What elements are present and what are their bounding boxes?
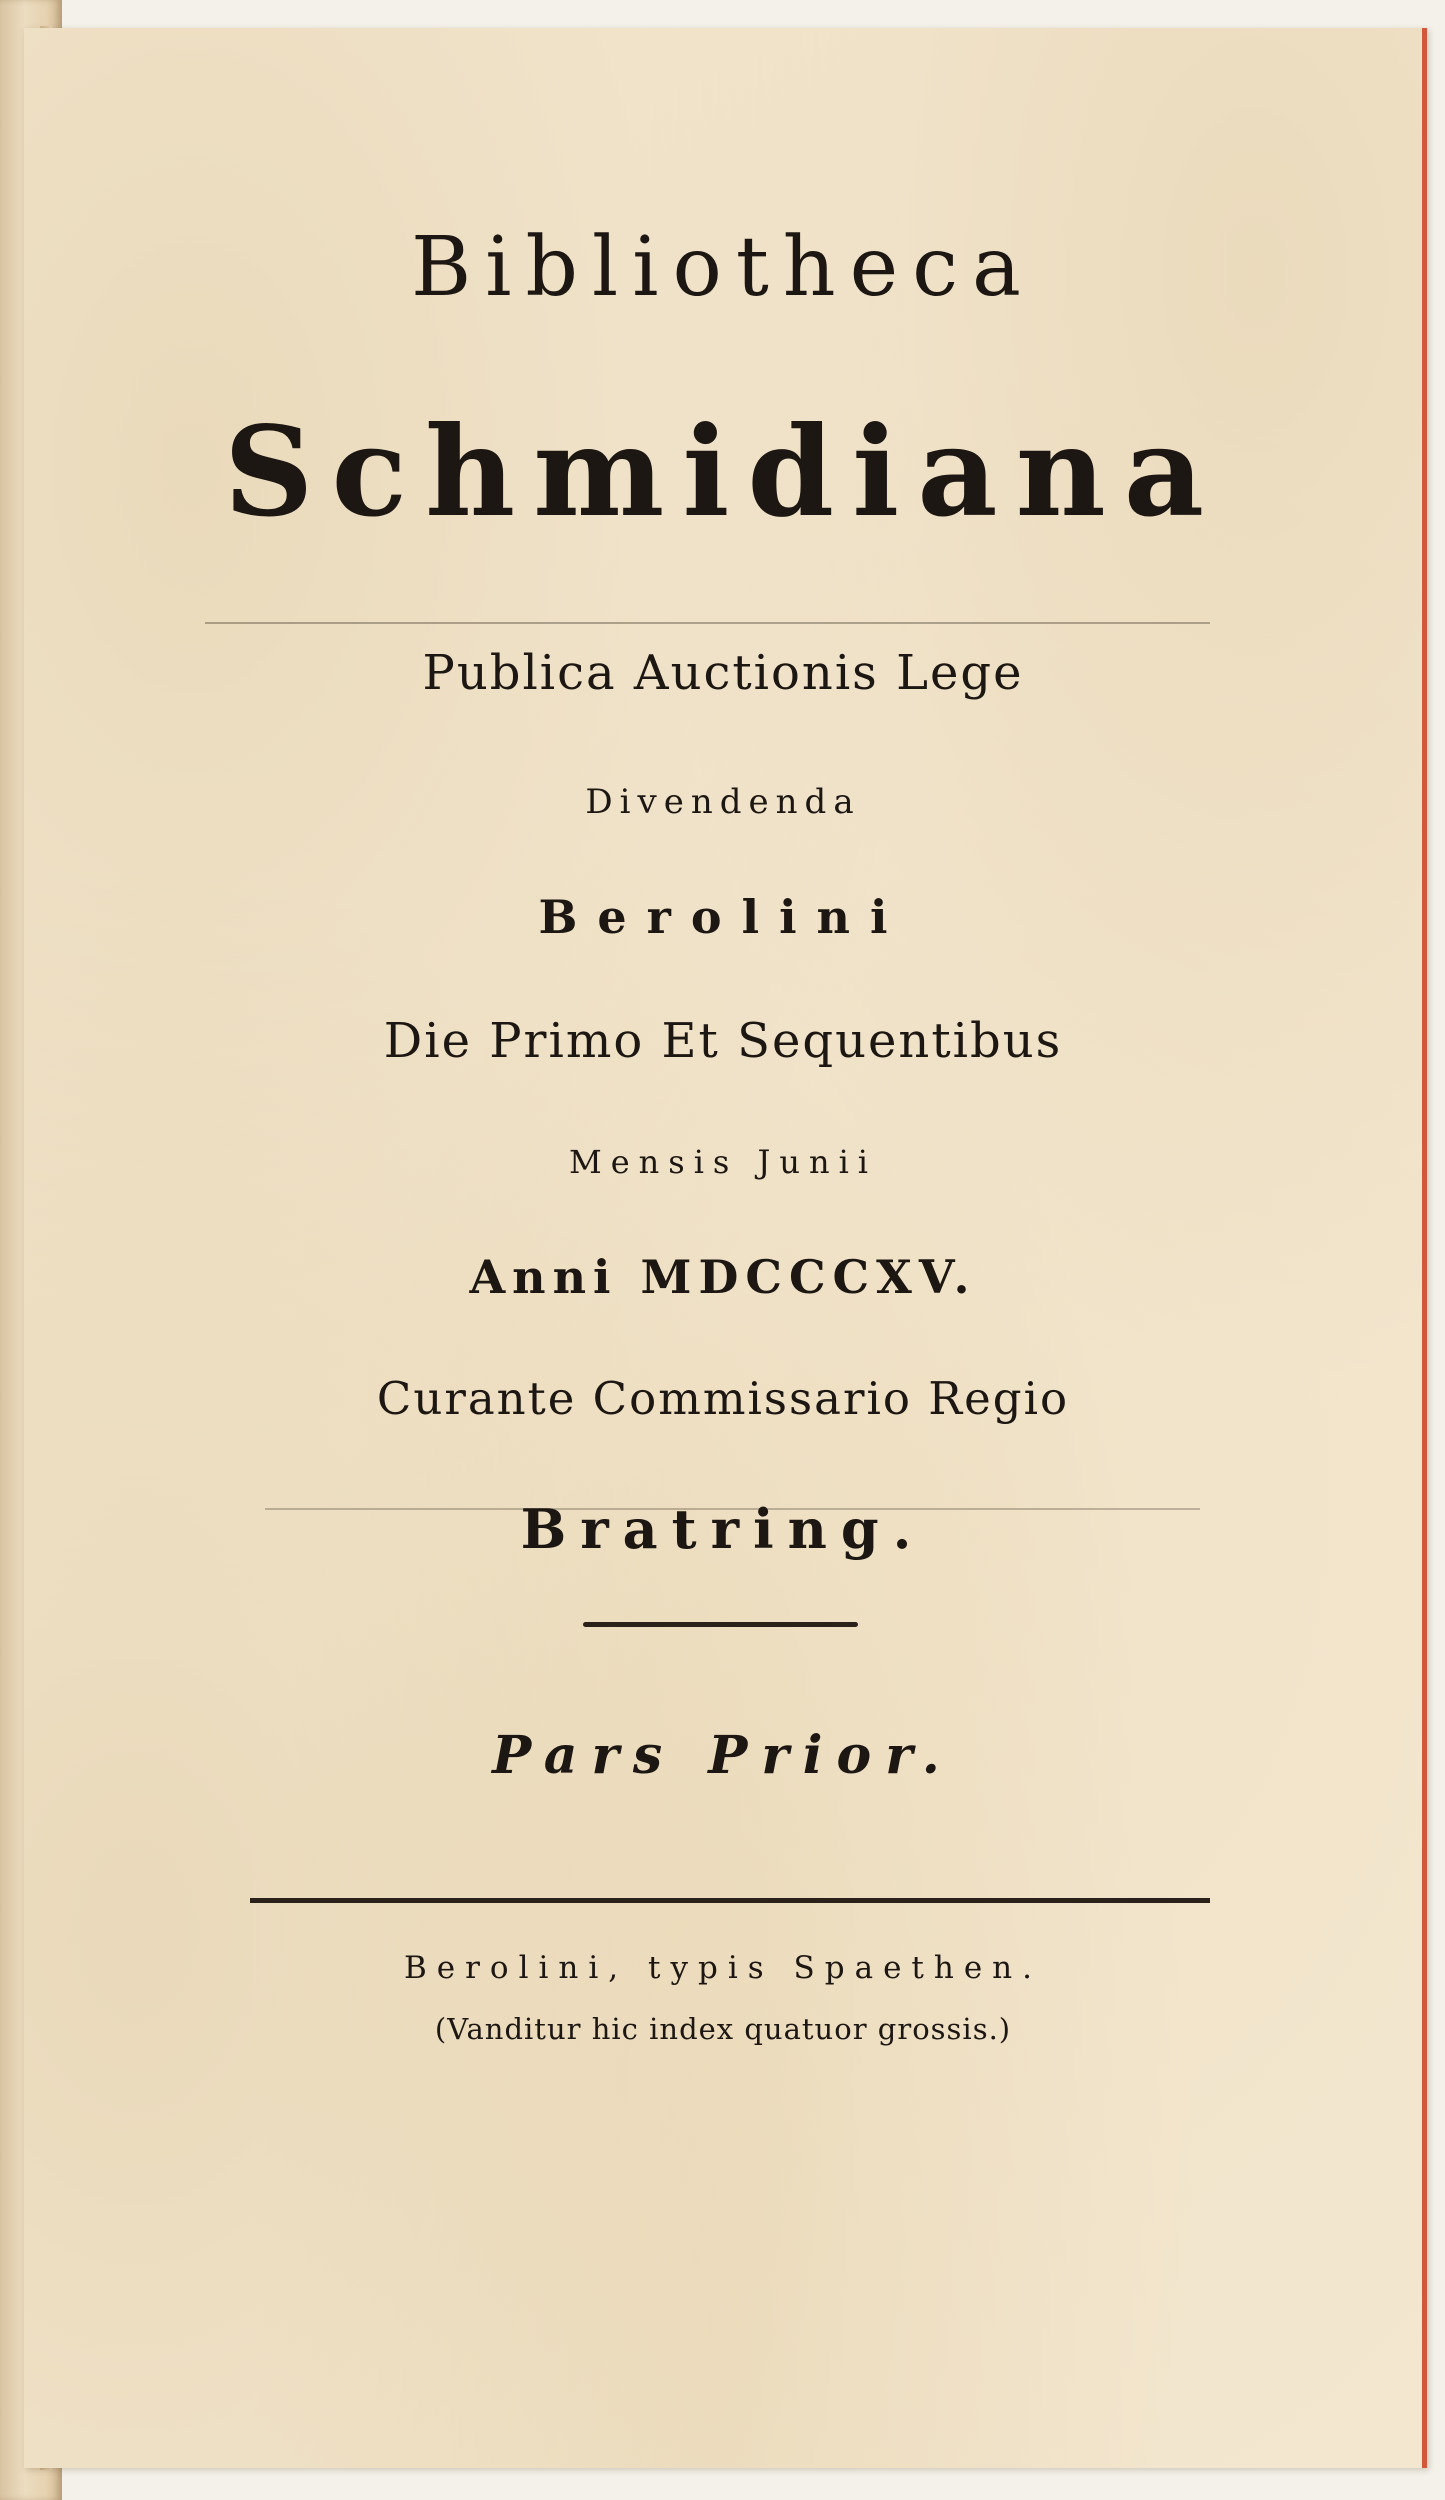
subtitle-divendenda: Divendenda xyxy=(585,782,861,822)
part-label: Pars Prior. xyxy=(492,1725,954,1786)
title-line-bibliotheca: Bibliotheca xyxy=(411,220,1035,315)
subtitle-publica: Publica Auctionis Lege xyxy=(422,645,1024,701)
subtitle-die-primo: Die Primo Et Sequentibus xyxy=(383,1013,1063,1069)
ornamental-rule xyxy=(583,1622,858,1627)
subtitle-bratring: Bratring. xyxy=(520,1497,926,1561)
subtitle-berolini: Berolini xyxy=(538,890,908,944)
horizontal-rule-thick xyxy=(250,1898,1210,1903)
subtitle-curante: Curante Commissario Regio xyxy=(376,1372,1070,1425)
handwritten-margin-note xyxy=(30,2140,70,2370)
imprint-line: Berolini, typis Spaethen. xyxy=(403,1950,1042,1986)
subtitle-mensis: Mensis Junii xyxy=(568,1143,878,1181)
title-line-schmidiana: Schmidiana xyxy=(223,400,1223,545)
horizontal-rule-top xyxy=(205,622,1210,624)
subtitle-anni: Anni MDCCCXV. xyxy=(469,1250,977,1304)
price-note: (Vanditur hic index quatuor grossis.) xyxy=(434,2012,1012,2046)
